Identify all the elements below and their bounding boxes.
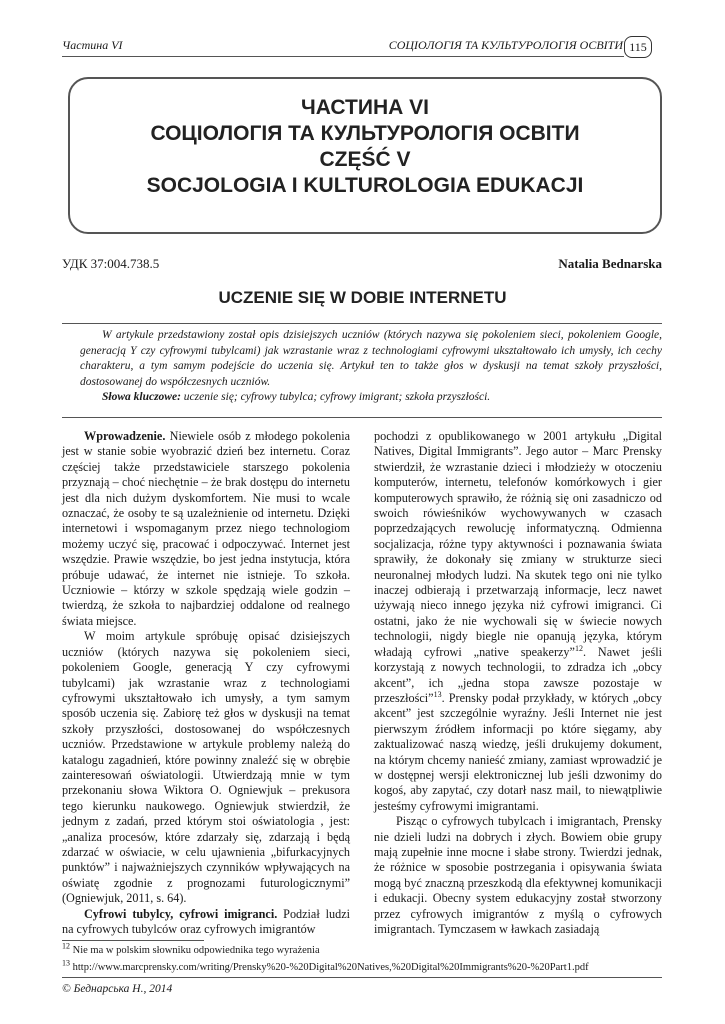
page-number: 115 [624,36,652,58]
footer-rule [62,977,662,978]
author-name: Natalia Bednarska [558,256,662,271]
footnote-link[interactable]: http://www.marcprensky.com/writing/Prensky%20-%20Digital%20Natives,%20Digital%20Immigrants%20-%20Part1.pdf [70,962,589,973]
paragraph: Pisząc o cyfrowych tubylcach i imigrantach, Prensky nie dzieli ludzi na dobrych i złych. Bowiem obie grupy mają zupełnie inne mocne i słabe strony. Twierdzi jednak, że różnice w sposobie postrzegania i opisywania świata mogą być znaczną przeszkodą dla efektywnej komunikacji i edukacji. Obecny system edukacyjny został stworzony przez cyfrowych imigrantów z myślą o cyfrowych imigrantach. Tymczasem w ławkach zasiadają [374,814,662,936]
section-title-box [68,77,662,234]
footnote-number: 13 [62,958,70,968]
keywords [80,390,662,406]
article-title: UCZENIE SIĘ W DOBIE INTERNETU [218,288,507,307]
paragraph-lead: Wprowadzenie. [84,429,166,443]
abstract [80,328,662,406]
abstract-text: W artykule przedstawiony został opis dzisiejszych uczniów (których nazywa się pokoleniem sieci, pokoleniem Google, generacją Y czy cyfrowymi tubylcami) jak wzrastanie wraz z technologiami cyfrowymi ukształtowało ich umysły, ich cechy charakteru, a tym samym podejście do uczenia się. Artykuł ten to także głos w dyskusji na temat szkoły przyszłości, dostosowanej do współczesnych uczniów. [80,329,662,388]
paragraph [62,907,350,938]
paragraph: W moim artykule spróbuję opisać dzisiejszych uczniów (których nazywa się pokoleniem sieci, pokoleniem Google, generacją Y czy cyfrowymi tubylcami) jak wzrastanie wraz z technologiami cyfrowymi ukształtowało ich umysły, a tym samym sposób uczenia się. Zabiorę też głos w dyskusji na temat szkoły przyszłości, dostosowanej do współczesnych uczniów. Przedstawione w artykule problemy należą do katalogu zagadnień, które powinny znaleźć się w obrębie zainteresowań oświatologii. Utwierdzają mnie w tym przekonaniu słowa Wiktora O. Ogniewjuk – prekusora tego kierunku naukowego. Ogniewjuk stwierdził, że jednym z zadań, przed którym stoi oświatologia , jest: „analiza procesów, które zdarzały się, zdarzają i będą zdarzać w oświacie, w celu ujawnienia „bifurkacyjnych punktów” i najważniejszych czynników wpływających na oświatę zgodnie z prognozami futurologicznymi” (Ogniewjuk, 2011, s. 64). [62,629,350,906]
abstract-bottom-rule [62,417,662,418]
keywords-label: Słowa kluczowe: [102,391,181,404]
footnote-number: 12 [62,941,70,951]
right-column [374,429,662,937]
paragraph-text: Podział ludzi na cyfrowych tubylców oraz cyfrowych imigrantów [62,906,350,936]
paragraph-text: Niewiele osób z młodego pokolenia jest w stanie sobie wyobrazić dzień bez internetu. Coraz częściej także przedstawiciele starszego pokolenia przyznają – choć niechętnie – że brak dostępu do internetu jest dla nich dużym dyskomfortem. Nie musi to wcale oznaczać, że osoby te są uzależnienie od internetu. Dzięki internetowi i wspomaganym przez niego technologiom możemy uczyć się, pracować i odpoczywać. Internet jest wszędzie. Prawie wszędzie, bo jest jedna instytucja, która próbuje udawać, że internet nie istnieje. To szkoła. Uczniowie – którzy w szkole spędzają wiele godzin – twierdzą, że szkoła to najbardziej oddalone od realnego świata miejsce. [62,429,350,628]
footnote-ref[interactable]: 12 [574,643,583,653]
running-header-left: Частина VI [62,38,123,52]
footnote-rule [62,940,204,941]
footnote [62,941,320,957]
abstract-top-rule [62,323,662,324]
paragraph [374,429,662,814]
header-rule [62,56,624,57]
paragraph-text: . Prensky podał przykłady, w których „obcy akcent” jest szczególnie wyraźny. Jeśli Internet nie jest pierwszym źródłem informacji po które sięgamy, aby zaktualizować naszą wiedzę, jeśli drukujemy dokument, na którym chcemy nanieść zmiany, zamiast wprowadzić je w dostępnej wersji elektronicznej lub jeśli dzwonimy do kogoś, aby zapytać, czy dotarł nasz mail, to niewątpliwie jesteśmy cyfrowymi imigrantami. [374,690,662,813]
keywords-list: uczenie się; cyfrowy tubylca; cyfrowy imigrant; szkoła przyszłości. [180,391,491,404]
section-title-line: CZĘŚĆ V [319,148,411,171]
paragraph-lead: Cyfrowi tubylcy, cyfrowi imigranci. [84,906,278,921]
section-title-line: ЧАСТИНА VI [301,96,429,119]
section-title-line: SOCJOLOGIA I KULTUROLOGIA EDUKACJI [146,174,584,197]
paragraph [62,429,350,629]
udk-code: УДК 37:004.738.5 [62,256,160,271]
footnote-ref[interactable]: 13 [433,689,442,699]
left-column [62,429,350,937]
paragraph-text: . Nawet jeśli korzystają z nowych technologii, to zdradza ich „obcy akcent”, ich „jedna stopa zawsze pozostaje w przeszłości” [374,644,662,705]
paragraph-text: pochodzi z opublikowanego w 2001 artykułu „Digital Natives, Digital Immigrants”. Jego autor – Marc Prensky stwierdził, że wzrastanie dzieci i młodzieży w otoczeniu komputerów, internetu, telefonów komórkowych i gier komputerowych sprawiło, że różnią się oni zasadniczo od swoich rówieśników wychowywanych w czasach poprzedzających rewolucję informatyczną. Odmienna socjalizacja, różne typy aktywności i poznawania świata sprawiły, że dokonały się zmiany w strukturze sieci neuronalnej młodych ludzi. Na skutek tego oni nie tylko inaczej odbierają i przetwarzają informacje, lecz nawet używają nieco innego języka niż cyfrowi imigranci. Ci ostatni, jako że nie wychowali się w świecie nowych technologii, nigdy biegle nie opanują języka, którym władają cyfrowi „native speakerzy” [374,429,662,659]
running-header-right: СОЦІОЛОГІЯ ТА КУЛЬТУРОЛОГІЯ ОСВІТИ [388,38,623,52]
footnote [62,958,589,974]
footnote-text: Nie ma w polskim słowniku odpowiednika tego wyrażenia [70,945,320,956]
section-title-line: СОЦІОЛОГІЯ ТА КУЛЬТУРОЛОГІЯ ОСВІТИ [150,122,580,145]
copyright: © Беднарська Н., 2014 [62,983,173,995]
